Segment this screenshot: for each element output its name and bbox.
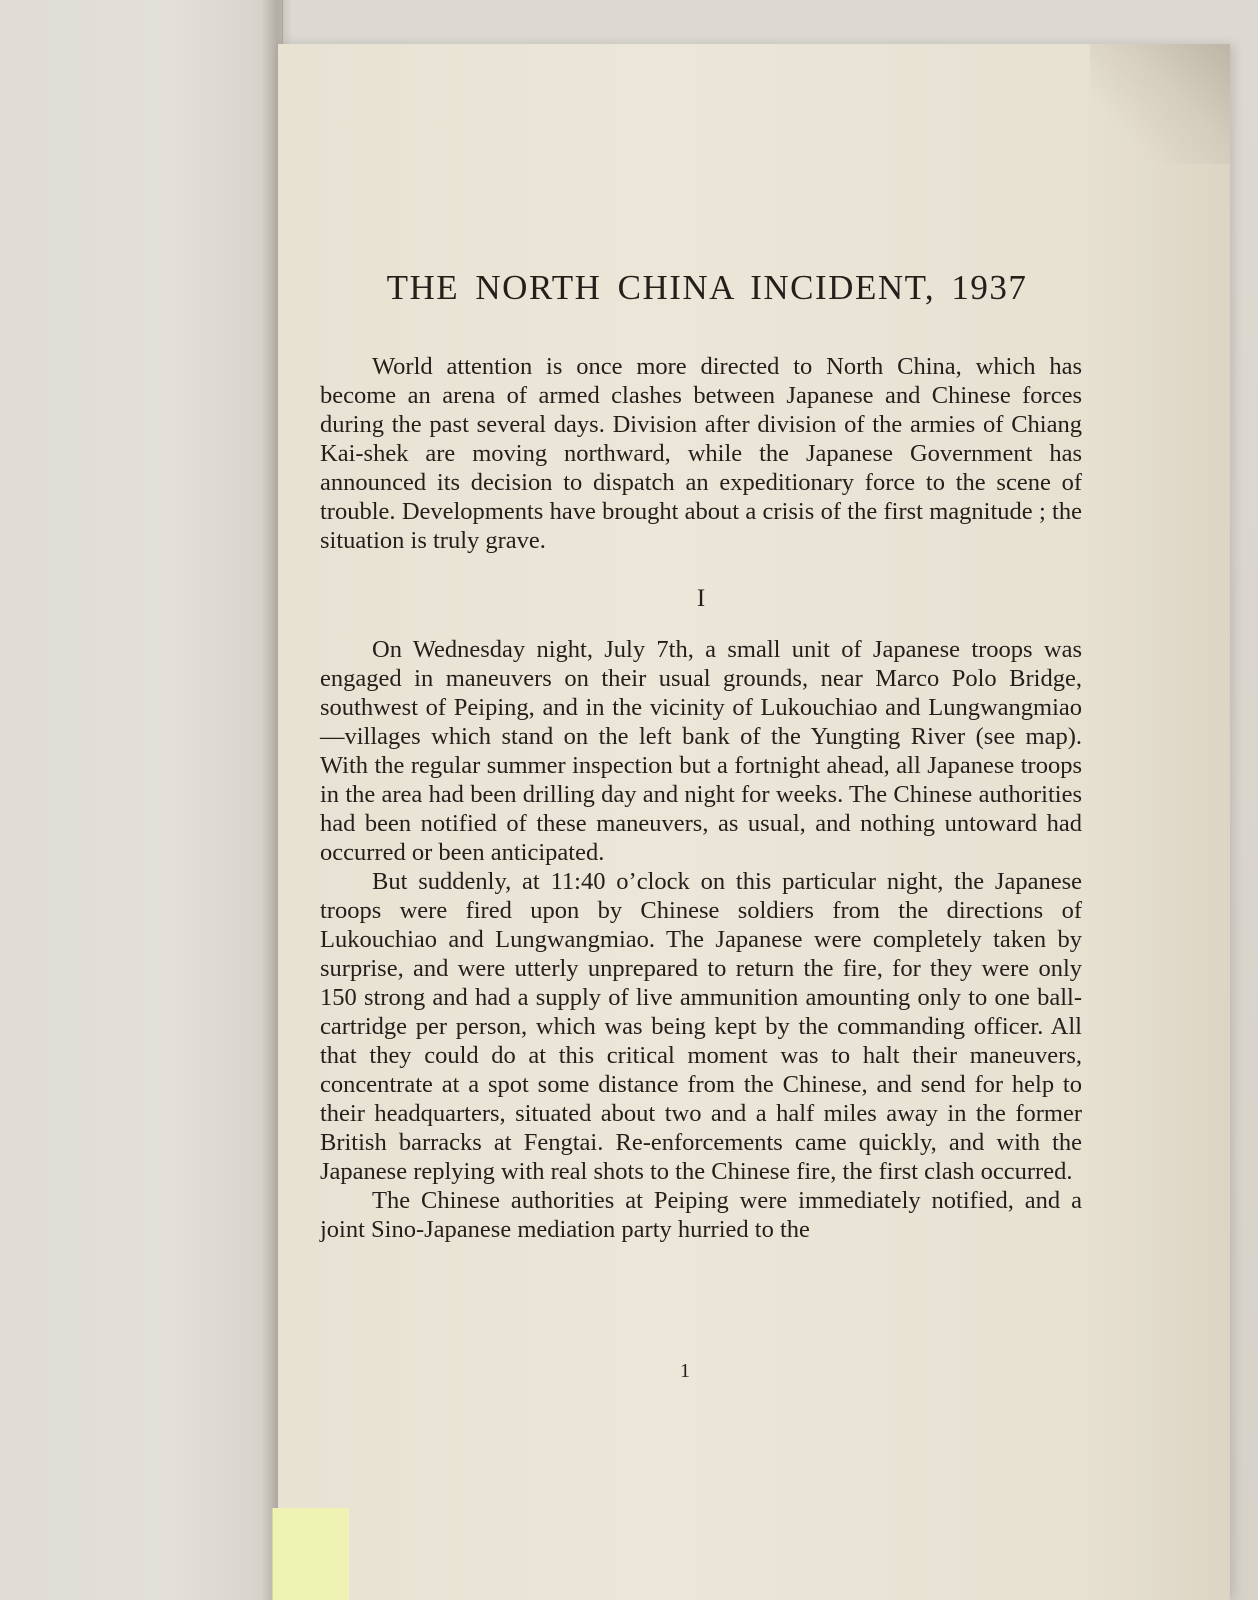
page-title: THE NORTH CHINA INCIDENT, 1937 (386, 268, 1028, 307)
body-paragraph: But suddenly, at 11:40 o’clock on this particular night, the Japanese troops were fired upon by Chinese soldiers from the directions of Lukouchiao and Lungwangmiao. The Japanese were completely taken by surprise, and were utterly unprepared to return the fire, for they were only 150 strong and had a supply of live ammunition amounting only to one ball-cartridge per person, which was being kept by the commanding officer. All that they could do at this critical moment was to halt their maneuvers, concentrate at a spot some distance from the Chinese, and send for help to their headquarters, situated about two and a half miles away in the former British barracks at Fengtai. Re-enforcements came quickly, and with the Japanese replying with real shots to the Chinese fire, the first clash occurred. (320, 868, 1082, 1185)
page-text (320, 240, 1082, 1244)
body-paragraph: On Wednesday night, July 7th, a small unit of Japanese troops was engaged in maneuvers on their usual grounds, near Marco Polo Bridge, southwest of Peiping, and in the vicinity of Lukouchiao and Lungwangmiao—villages which stand on the left bank of the Yungting River (see map). With the regular summer inspection but a fortnight ahead, all Japanese troops in the area had been drilling day and night for weeks. The Chinese authorities had been notified of these maneuvers, as usual, and nothing untoward had occurred or been anticipated. (320, 636, 1082, 866)
left-page (0, 0, 283, 1600)
body-paragraph: The Chinese authorities at Peiping were immediately notified, and a joint Sino-Japanese mediation party hurried to the (320, 1187, 1082, 1243)
bookmark-tab (272, 1508, 349, 1600)
intro-paragraph: World attention is once more directed to North China, which has become an arena of armed clashes between Japanese and Chinese forces during the past several days. Division after division of the armies of Chiang Kai-shek are moving northward, while the Japanese Government has announced its decision to dispatch an expeditionary force to the scene of trouble. Developments have brought about a crisis of the first magnitude ; the situation is truly grave. (320, 353, 1082, 554)
page-number: 1 (680, 1360, 690, 1382)
section-number: I (696, 585, 706, 612)
page-corner-shadow (1090, 44, 1230, 164)
